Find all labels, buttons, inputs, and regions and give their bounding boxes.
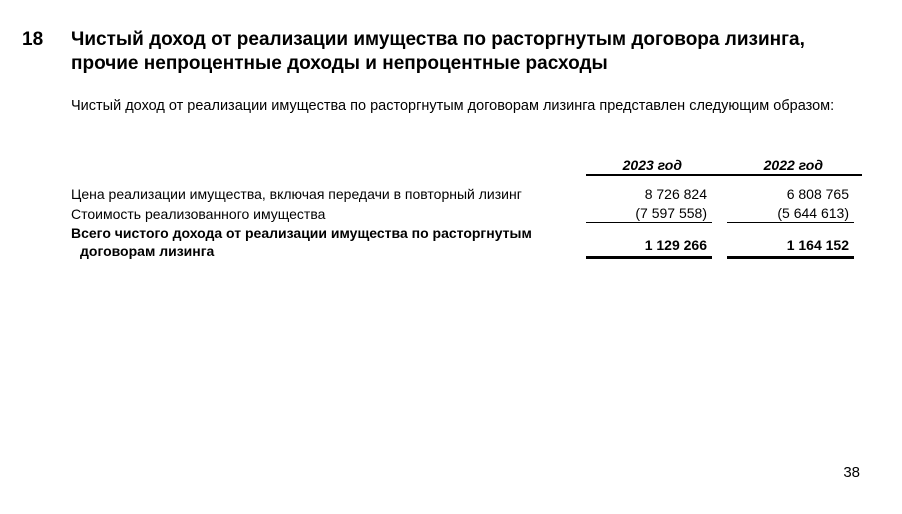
- total-label: [71, 224, 581, 260]
- row-label-sale-price: Цена реализации имущества, включая передачи в повторный лизинг: [71, 186, 522, 202]
- column-header-2023: 2023 год: [622, 157, 682, 173]
- sale-price-2023: 8 726 824: [644, 186, 707, 202]
- total-label-line2: договорам лизинга: [80, 243, 215, 259]
- subtotal-rule-2023: [586, 222, 712, 223]
- column-header-2022: 2022 год: [763, 157, 823, 173]
- section-number: 18: [22, 29, 44, 50]
- cost-2023: (7 597 558): [635, 205, 707, 221]
- subtotal-rule-2022: [727, 222, 854, 223]
- section-title: Чистый доход от реализации имущества по расторгнутым договора лизинга, прочие непроцентные доходы и непроцентные расходы: [71, 29, 805, 74]
- total-2022: 1 164 152: [786, 237, 849, 253]
- cost-2022: (5 644 613): [777, 205, 849, 221]
- header-underline: [586, 174, 862, 176]
- sale-price-2022: 6 808 765: [786, 186, 849, 202]
- total-label-line1: Всего чистого дохода от реализации имущества по расторгнутым: [71, 225, 532, 241]
- total-2023: 1 129 266: [644, 237, 707, 253]
- total-double-rule-2023: [586, 256, 712, 259]
- total-double-rule-2022: [727, 256, 854, 259]
- page-number: 38: [843, 464, 860, 481]
- row-label-cost: Стоимость реализованного имущества: [71, 206, 326, 222]
- intro-paragraph: Чистый доход от реализации имущества по расторгнутым договорам лизинга представлен следующим образом:: [71, 98, 835, 114]
